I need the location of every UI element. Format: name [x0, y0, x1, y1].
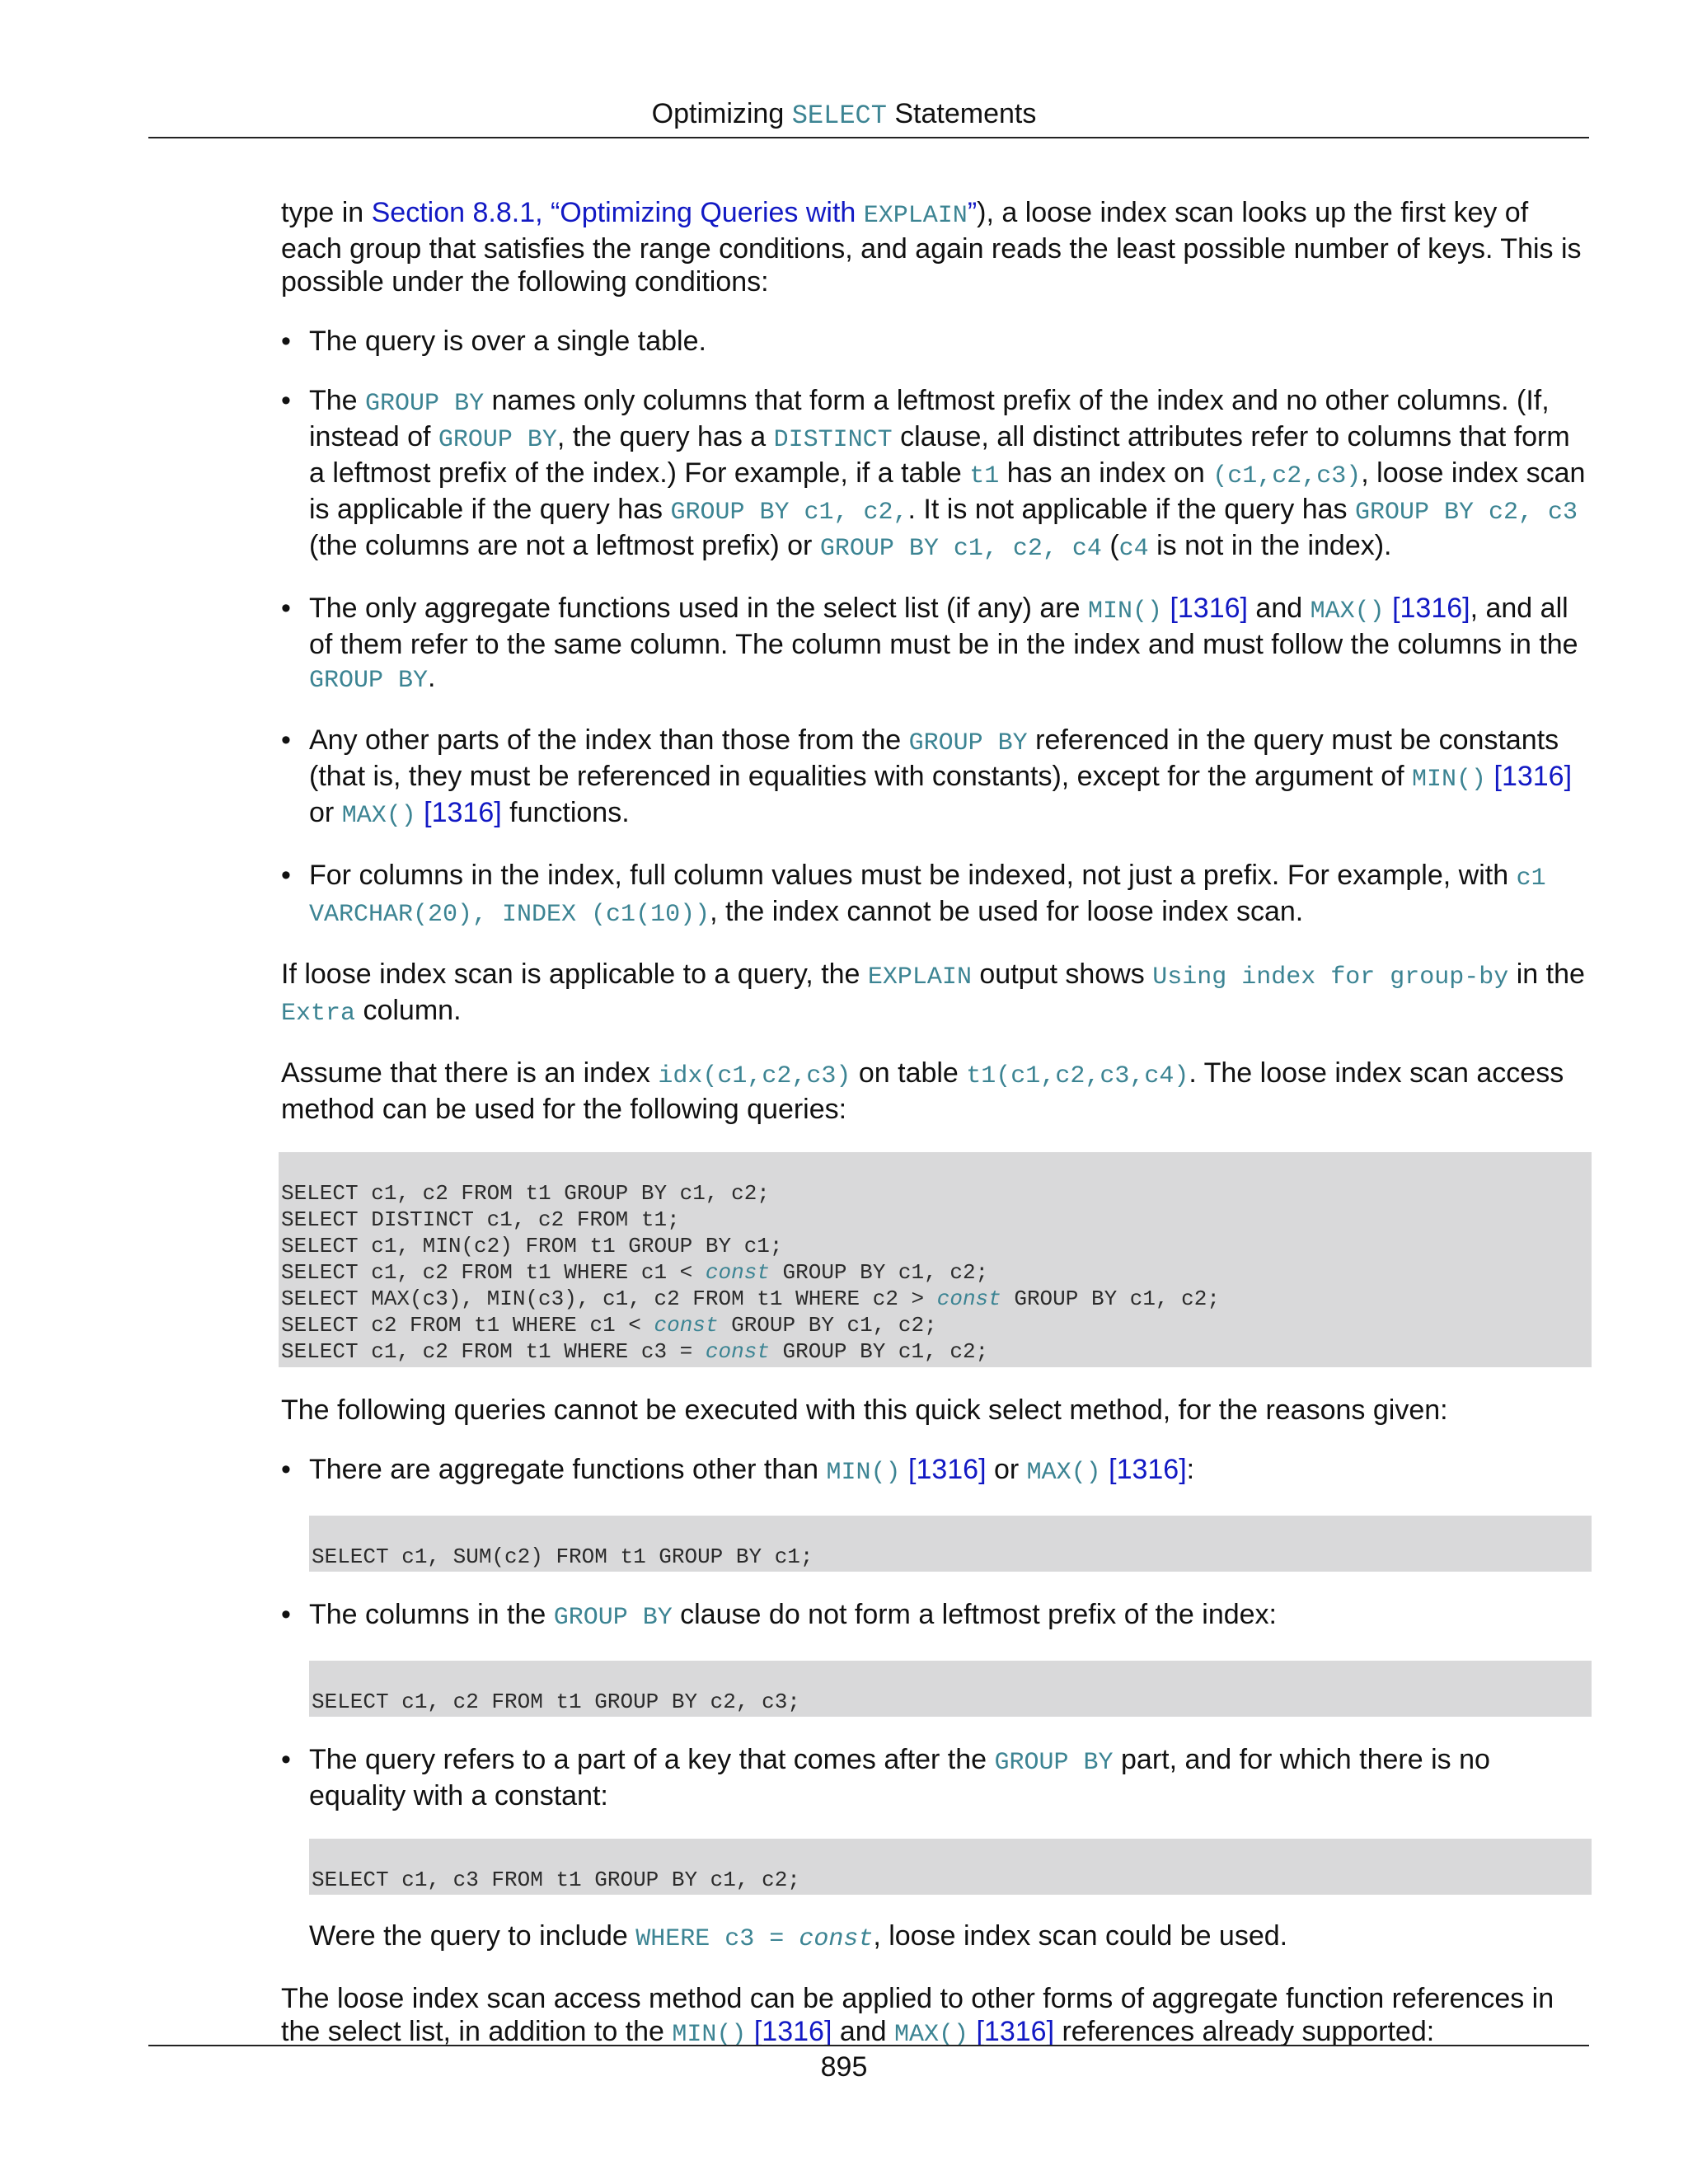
code: GROUP BY [365, 390, 485, 418]
text: . The loose index scan access method can be used for the following queries: [281, 1057, 1564, 1125]
code: GROUP BY [553, 1604, 673, 1632]
code-line: SELECT c2 FROM t1 WHERE c1 < [281, 1313, 654, 1338]
page-number: 895 [820, 2051, 868, 2083]
code-line: SELECT c1, c2 FROM t1 GROUP BY c1, c2; [281, 1181, 770, 1206]
bullet-icon: • [281, 385, 291, 416]
bullet-icon: • [281, 326, 291, 357]
page-ref-link[interactable]: [1316] [1109, 1454, 1187, 1485]
code-line: SELECT c1, MIN(c2) FROM t1 GROUP BY c1; [281, 1234, 783, 1258]
code: MIN() [1087, 598, 1162, 626]
page-ref-link[interactable]: [1316] [424, 797, 502, 828]
text: The only aggregate functions used in the select list (if any) are [309, 593, 1088, 624]
code: GROUP BY c1, c2, c4 [819, 535, 1102, 563]
text: or [986, 1454, 1027, 1485]
code-line: SELECT c1, c2 FROM t1 WHERE c3 = [281, 1339, 706, 1364]
item-text [309, 384, 1592, 565]
text: and [832, 2016, 895, 2047]
code: EXPLAIN [867, 963, 972, 991]
code: GROUP BY [994, 1749, 1114, 1777]
text: (the columns are not a leftmost prefix) or [309, 530, 820, 561]
running-header [0, 96, 1688, 134]
footer-rule [148, 2045, 1589, 2046]
main-content [281, 196, 1592, 2078]
code: GROUP BY c1, c2, [670, 499, 908, 527]
page-ref-link[interactable]: [1316] [753, 2016, 832, 2047]
text: , loose index scan is applicable if the query has [309, 457, 1586, 525]
text: clause, all distinct attributes refer to columns that form a leftmost prefix of the index.) For example, if a table [309, 421, 1570, 489]
page-ref-link[interactable]: [1316] [1392, 593, 1470, 624]
code: c4 [1118, 535, 1149, 563]
text: There are aggregate functions other than [309, 1454, 827, 1485]
item-text [309, 1453, 1592, 1489]
code-block [279, 1152, 1592, 1367]
code: GROUP BY [438, 426, 557, 454]
text: references already supported: [1054, 2016, 1435, 2047]
code: MIN() [672, 2021, 747, 2049]
text: Assume that there is an index [281, 1057, 659, 1089]
bullet-icon: • [281, 1744, 291, 1775]
page-ref-link[interactable]: [1316] [976, 2016, 1055, 2047]
reasons-list [281, 1453, 1592, 1956]
text: For columns in the index, full column values must be indexed, not just a prefix. For example, with [309, 860, 1517, 891]
code: MAX() [341, 802, 416, 830]
code-var: const [705, 1260, 770, 1285]
text: type in [281, 197, 372, 228]
bullet-icon: • [281, 1599, 291, 1630]
code-var: const [654, 1313, 719, 1338]
header-code: SELECT [791, 101, 887, 131]
code: idx(c1,c2,c3) [658, 1062, 851, 1090]
text: , the index cannot be used for loose index scan. [710, 896, 1304, 927]
header-rule [148, 137, 1589, 138]
explain-paragraph [281, 958, 1592, 1030]
code: t1(c1,c2,c3,c4) [966, 1062, 1189, 1090]
conditions-list [281, 325, 1592, 931]
item-text [309, 592, 1592, 697]
list-item [281, 1453, 1592, 1572]
text: The loose index scan access method can be applied to other forms of aggregate function references in the select list, in addition to the [281, 1983, 1554, 2047]
code: GROUP BY [908, 729, 1028, 757]
text: The columns in the [309, 1599, 554, 1630]
code: (c1,c2,c3) [1212, 462, 1362, 490]
code-block: SELECT c1, c3 FROM t1 GROUP BY c1, c2; [309, 1839, 1592, 1895]
link-text: Section 8.8.1, “Optimizing Queries with [371, 197, 864, 228]
text: . It is not applicable if the query has [907, 494, 1355, 525]
text: or [309, 797, 342, 828]
text: names only columns that form a leftmost prefix of the index and no other columns. (If, instead of [309, 385, 1550, 452]
bullet-icon: • [281, 593, 291, 624]
item-text [309, 1598, 1592, 1634]
code: GROUP BY c2, c3 [1354, 499, 1578, 527]
code: MAX() [894, 2021, 969, 2049]
code-line: GROUP BY c1, c2; [718, 1313, 937, 1338]
code: c1 VARCHAR(20), INDEX (c1(10)) [309, 865, 1546, 929]
code-var: const [936, 1286, 1001, 1311]
list-item [281, 859, 1592, 931]
text: . [428, 662, 436, 693]
code-var: const [799, 1925, 874, 1953]
text: in the [1508, 958, 1585, 990]
list-item [281, 1598, 1592, 1717]
list-item [281, 592, 1592, 697]
code: MIN() [1412, 766, 1487, 794]
link-code: EXPLAIN [863, 202, 968, 230]
code: MAX() [1310, 598, 1385, 626]
text: , loose index scan could be used. [873, 1920, 1288, 1952]
item-text [309, 724, 1592, 832]
text: Were the query to include [309, 1920, 636, 1952]
text: clause do not form a leftmost prefix of the index: [672, 1599, 1277, 1630]
text: is not in the index). [1148, 530, 1392, 561]
code: MAX() [1026, 1459, 1101, 1487]
link-text: ” [967, 197, 978, 228]
bullet-icon: • [281, 1454, 291, 1485]
text: ), a loose index scan looks up the first key of each group that satisfies the range conditions, and again reads the least possible number of keys. This is possible under the following conditions: [281, 197, 1582, 298]
header-text: Statements [886, 98, 1037, 129]
code: DISTINCT [773, 426, 893, 454]
item-text: The query is over a single table. [309, 326, 706, 357]
intro-paragraph [281, 196, 1592, 298]
page-ref-link[interactable]: [1316] [908, 1454, 987, 1485]
text: referenced in the query must be constants (that is, they must be referenced in equalities with constants), except for the argument of [309, 724, 1559, 792]
code: Using index for group-by [1152, 963, 1509, 991]
list-item [281, 1743, 1592, 1956]
code-line: GROUP BY c1, c2; [769, 1339, 989, 1364]
bullet-icon: • [281, 860, 291, 891]
text: , and all of them refer to the same column. The column must be in the index and must follow the columns in the [309, 593, 1578, 660]
text: , the query has a [556, 421, 774, 452]
code: WHERE c3 = [635, 1925, 799, 1953]
text: column. [355, 995, 462, 1026]
code-line: GROUP BY c1, c2; [1001, 1286, 1220, 1311]
code-line: SELECT DISTINCT c1, c2 FROM t1; [281, 1207, 680, 1232]
code: t1 [969, 462, 1000, 490]
code-block: SELECT c1, SUM(c2) FROM t1 GROUP BY c1; [309, 1516, 1592, 1572]
code: Extra [281, 1000, 356, 1028]
reasons-intro-paragraph: The following queries cannot be executed with this quick select method, for the reasons given: [281, 1394, 1448, 1426]
text: The [309, 385, 366, 416]
code-block: SELECT c1, c2 FROM t1 GROUP BY c2, c3; [309, 1661, 1592, 1717]
text: : [1186, 1454, 1195, 1485]
bullet-icon: • [281, 724, 291, 756]
text: If loose index scan is applicable to a query, the [281, 958, 868, 990]
code-line: GROUP BY c1, c2; [769, 1260, 989, 1285]
list-item [281, 724, 1592, 832]
list-item [281, 325, 1592, 358]
item-text [309, 859, 1592, 931]
text: functions. [501, 797, 630, 828]
text: Any other parts of the index than those from the [309, 724, 909, 756]
text: and [1247, 593, 1311, 624]
header-text: Optimizing [651, 98, 792, 129]
text: The query refers to a part of a key that comes after the [309, 1744, 995, 1775]
text: part, and for which there is no equality with a constant: [309, 1744, 1490, 1811]
text: ( [1101, 530, 1119, 561]
item-note [309, 1919, 1592, 1956]
closing-paragraph [281, 1982, 1592, 2051]
assume-paragraph [281, 1057, 1592, 1126]
code-line: SELECT c1, c2 FROM t1 WHERE c1 < [281, 1260, 706, 1285]
code: MIN() [826, 1459, 901, 1487]
list-item [281, 384, 1592, 565]
item-text [309, 1743, 1592, 1812]
text: output shows [971, 958, 1153, 990]
text: on table [851, 1057, 967, 1089]
text: has an index on [999, 457, 1213, 489]
page-ref-link[interactable]: [1316] [1170, 593, 1248, 624]
code: GROUP BY [309, 667, 429, 695]
section-link[interactable] [372, 197, 978, 228]
code-var: const [705, 1339, 770, 1364]
code-line: SELECT MAX(c3), MIN(c3), c1, c2 FROM t1 WHERE c2 > [281, 1286, 937, 1311]
page-ref-link[interactable]: [1316] [1493, 761, 1573, 792]
